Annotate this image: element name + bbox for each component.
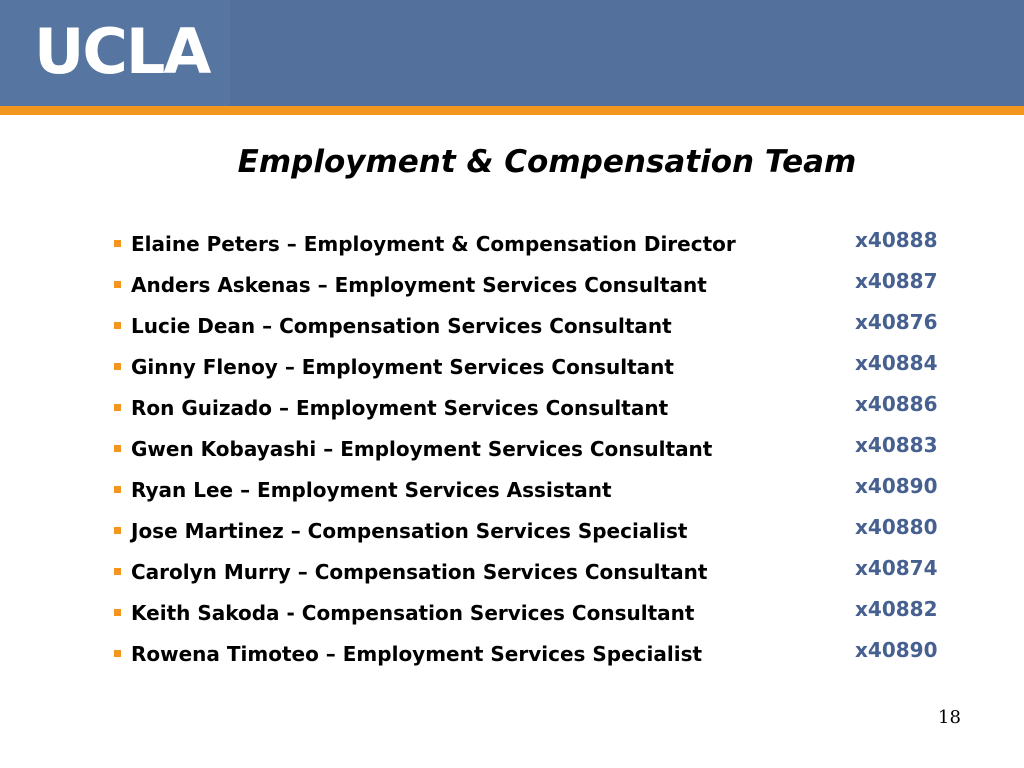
staff-entry (131, 230, 736, 258)
staff-name: Gwen Kobayashi (131, 437, 317, 461)
staff-extension: x40874 (855, 556, 938, 580)
staff-extension: x40888 (855, 228, 938, 252)
staff-role: Employment Services Specialist (342, 642, 703, 666)
staff-role: Employment & Compensation Director (303, 232, 736, 256)
staff-extension: x40876 (855, 310, 938, 334)
staff-role: Employment Services Consultant (334, 273, 707, 297)
staff-entry (131, 476, 612, 504)
square-bullet-icon (114, 363, 121, 370)
staff-extension: x40882 (855, 597, 938, 621)
square-bullet-icon (114, 445, 121, 452)
staff-row (110, 393, 970, 434)
staff-role: Employment Services Assistant (257, 478, 612, 502)
staff-separator: – (310, 273, 335, 297)
staff-name: Keith Sakoda (131, 601, 280, 625)
staff-entry (131, 312, 672, 340)
staff-separator: – (233, 478, 258, 502)
staff-name: Ginny Flenoy (131, 355, 278, 379)
staff-extension: x40890 (855, 638, 938, 662)
staff-name: Lucie Dean (131, 314, 256, 338)
staff-entry (131, 517, 688, 545)
staff-role: Compensation Services Consultant (314, 560, 708, 584)
staff-separator: – (255, 314, 280, 338)
staff-entry (131, 558, 707, 586)
staff-extension: x40880 (855, 515, 938, 539)
staff-extension: x40887 (855, 269, 938, 293)
staff-role: Employment Services Consultant (301, 355, 674, 379)
staff-name: Rowena Timoteo (131, 642, 319, 666)
ucla-logo: UCLA (34, 15, 210, 88)
staff-entry (131, 599, 694, 627)
staff-row (110, 475, 970, 516)
header-accent-stripe (0, 106, 1024, 115)
staff-entry (131, 271, 707, 299)
staff-separator: – (290, 560, 315, 584)
slide-title: Employment & Compensation Team (237, 144, 857, 180)
square-bullet-icon (114, 568, 121, 575)
logo-panel (0, 0, 230, 106)
staff-row (110, 434, 970, 475)
staff-row (110, 639, 970, 680)
staff-separator: – (316, 437, 341, 461)
square-bullet-icon (114, 404, 121, 411)
staff-role: Compensation Services Specialist (307, 519, 688, 543)
staff-row (110, 352, 970, 393)
staff-extension: x40886 (855, 392, 938, 416)
square-bullet-icon (114, 527, 121, 534)
staff-role: Employment Services Consultant (340, 437, 713, 461)
staff-separator: – (279, 232, 304, 256)
staff-row (110, 270, 970, 311)
staff-extension: x40890 (855, 474, 938, 498)
square-bullet-icon (114, 609, 121, 616)
staff-extension: x40884 (855, 351, 938, 375)
staff-entry (131, 640, 702, 668)
staff-name: Carolyn Murry (131, 560, 291, 584)
staff-name: Ryan Lee (131, 478, 234, 502)
staff-row (110, 598, 970, 639)
staff-name: Elaine Peters (131, 232, 280, 256)
square-bullet-icon (114, 281, 121, 288)
staff-extension: x40883 (855, 433, 938, 457)
staff-list (110, 229, 970, 680)
square-bullet-icon (114, 650, 121, 657)
staff-row (110, 516, 970, 557)
staff-role: Compensation Services Consultant (279, 314, 672, 338)
square-bullet-icon (114, 486, 121, 493)
staff-separator: – (277, 355, 302, 379)
staff-role: Compensation Services Consultant (301, 601, 695, 625)
staff-separator: - (279, 601, 302, 625)
staff-separator: – (318, 642, 343, 666)
staff-row (110, 557, 970, 598)
square-bullet-icon (114, 322, 121, 329)
page-number: 18 (938, 707, 961, 728)
staff-separator: – (272, 396, 296, 420)
staff-name: Ron Guizado (131, 396, 273, 420)
staff-role: Employment Services Consultant (295, 396, 669, 420)
square-bullet-icon (114, 240, 121, 247)
staff-entry (131, 435, 712, 463)
staff-entry (131, 353, 674, 381)
staff-name: Anders Askenas (131, 273, 311, 297)
staff-row (110, 311, 970, 352)
staff-name: Jose Martinez (131, 519, 284, 543)
staff-entry (131, 394, 668, 422)
staff-separator: – (283, 519, 308, 543)
staff-row (110, 229, 970, 270)
